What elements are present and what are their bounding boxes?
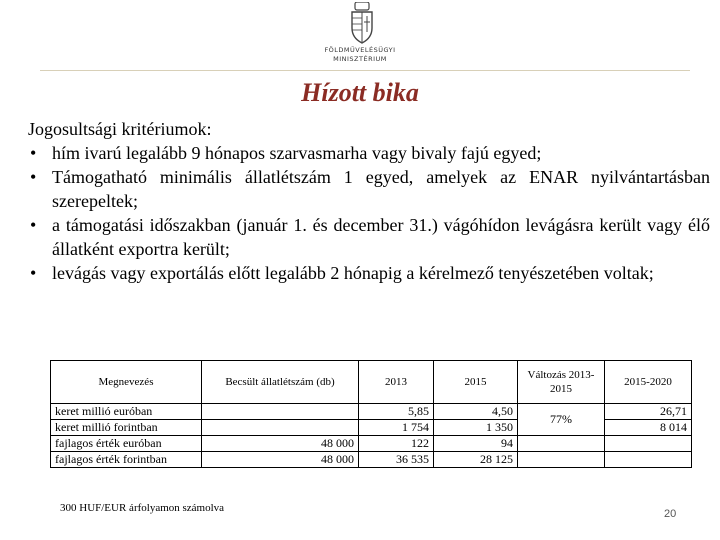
table-row <box>51 452 692 468</box>
cell-estimated: 48 000 <box>202 452 359 468</box>
cell-name: keret millió forintban <box>51 420 202 436</box>
cell-estimated: 48 000 <box>202 436 359 452</box>
exchange-rate-note: 300 HUF/EUR árfolyamon számolva <box>60 502 225 514</box>
ministry-name <box>300 46 420 64</box>
coat-of-arms-icon <box>348 2 376 44</box>
header-estimated: Becsült állatlétszám (db) <box>202 361 359 404</box>
page-number: 20 <box>664 508 677 520</box>
cell-2013: 1 754 <box>359 420 434 436</box>
criteria-item: • levágás vagy exportálás előtt legalább 2 hónapig a kérelmező tenyészetében voltak; <box>28 261 710 285</box>
cell-change-empty <box>518 452 605 468</box>
page-title: Hízott bika <box>301 78 419 107</box>
cell-2015: 4,50 <box>434 404 518 420</box>
ministry-line-1: FÖLDMŰVELÉSÜGYI <box>324 46 396 54</box>
cell-2015-2020 <box>605 452 692 468</box>
cell-2015-2020: 8 014 <box>605 420 692 436</box>
criteria-heading: Jogosultsági kritériumok: <box>28 119 212 139</box>
cell-estimated <box>202 420 359 436</box>
cell-name: fajlagos érték forintban <box>51 452 202 468</box>
cell-estimated <box>202 404 359 420</box>
header-divider <box>40 70 690 71</box>
cell-2013: 122 <box>359 436 434 452</box>
table-row <box>51 404 692 420</box>
header-change: Változás 2013-2015 <box>518 361 605 404</box>
cell-name: keret millió euróban <box>51 404 202 420</box>
table-row <box>51 436 692 452</box>
cell-change-empty <box>518 436 605 452</box>
header-2015-2020: 2015-2020 <box>605 361 692 404</box>
budget-table <box>50 360 692 468</box>
table-header-row <box>51 361 692 404</box>
cell-name: fajlagos érték euróban <box>51 436 202 452</box>
cell-change: 77% <box>518 404 605 436</box>
cell-2015: 28 125 <box>434 452 518 468</box>
criteria-item: • hím ivarú legalább 9 hónapos szarvasmarha vagy bivaly fajú egyed; <box>28 141 710 165</box>
cell-2013: 36 535 <box>359 452 434 468</box>
header-name: Megnevezés <box>51 361 202 404</box>
criteria-item: • Támogatható minimális állatlétszám 1 egyed, amelyek az ENAR nyilvántartásban szerepeltek; <box>28 165 710 213</box>
cell-2015-2020 <box>605 436 692 452</box>
cell-2015: 1 350 <box>434 420 518 436</box>
header-2015: 2015 <box>434 361 518 404</box>
cell-2015-2020: 26,71 <box>605 404 692 420</box>
cell-2015: 94 <box>434 436 518 452</box>
criteria-item: • a támogatási időszakban (január 1. és december 31.) vágóhídon levágásra került vagy élő állatként exportra került; <box>28 213 710 261</box>
header-2013: 2013 <box>359 361 434 404</box>
cell-2013: 5,85 <box>359 404 434 420</box>
ministry-line-2: MINISZTÉRIUM <box>333 55 387 63</box>
criteria-list <box>28 141 710 285</box>
